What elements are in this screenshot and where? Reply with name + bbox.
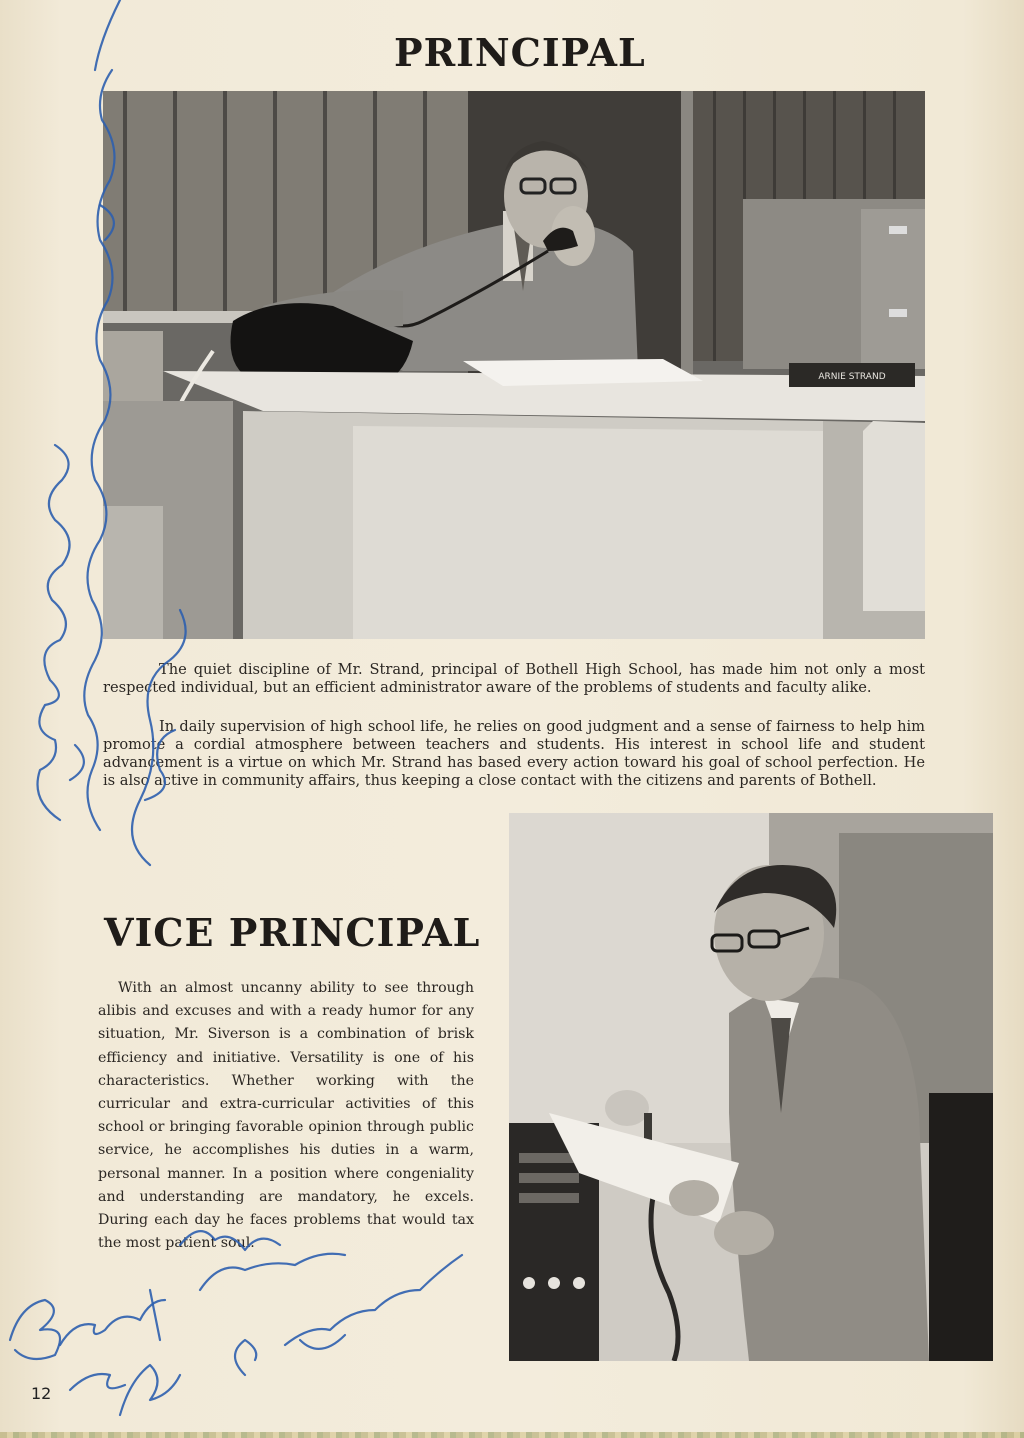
principal-paragraph-2: In daily supervision of high school life, he relies on good judgment and a sense of fairness to help him promote a cordial atmosphere between teachers and students. His interest in school life and student advancement is a virtue on which Mr. Strand has based every action toward his goal of school perfection. He is also active in community affairs, thus keeping a close contact with the citizens and parents of Bothell. xyxy=(103,718,925,789)
principal-photo xyxy=(103,91,925,639)
principal-heading: PRINCIPAL xyxy=(394,30,646,75)
page-number: 12 xyxy=(31,1384,52,1403)
page-edge-strip xyxy=(0,1432,1024,1438)
principal-nameplate: ARNIE STRAND xyxy=(818,372,886,382)
principal-paragraph-1: The quiet discipline of Mr. Strand, principal of Bothell High School, has made him not only a most respected individual, but an efficient administrator aware of the problems of students and faculty alike. xyxy=(103,661,925,696)
vice-principal-photo-image xyxy=(509,813,993,1361)
principal-photo-image xyxy=(103,91,925,639)
vice-principal-signature-autograph xyxy=(10,1231,462,1415)
vice-principal-photo xyxy=(509,813,993,1361)
vice-principal-paragraph: With an almost uncanny ability to see through alibis and excuses and with a ready humor for any situation, Mr. Siverson is a combination of brisk efficiency and initiative. Versatility is one of his characteristics. Whether working with the curricular and extra-curricular activities of this school or bringing favorable opinion through public service, he accomplishes his duties in a warm, personal manner. In a position where congeniality and understanding are mandatory, he excels. During each day he faces problems that would tax the most patient soul. xyxy=(98,980,474,1252)
vice-principal-heading: VICE PRINCIPAL xyxy=(104,910,481,955)
